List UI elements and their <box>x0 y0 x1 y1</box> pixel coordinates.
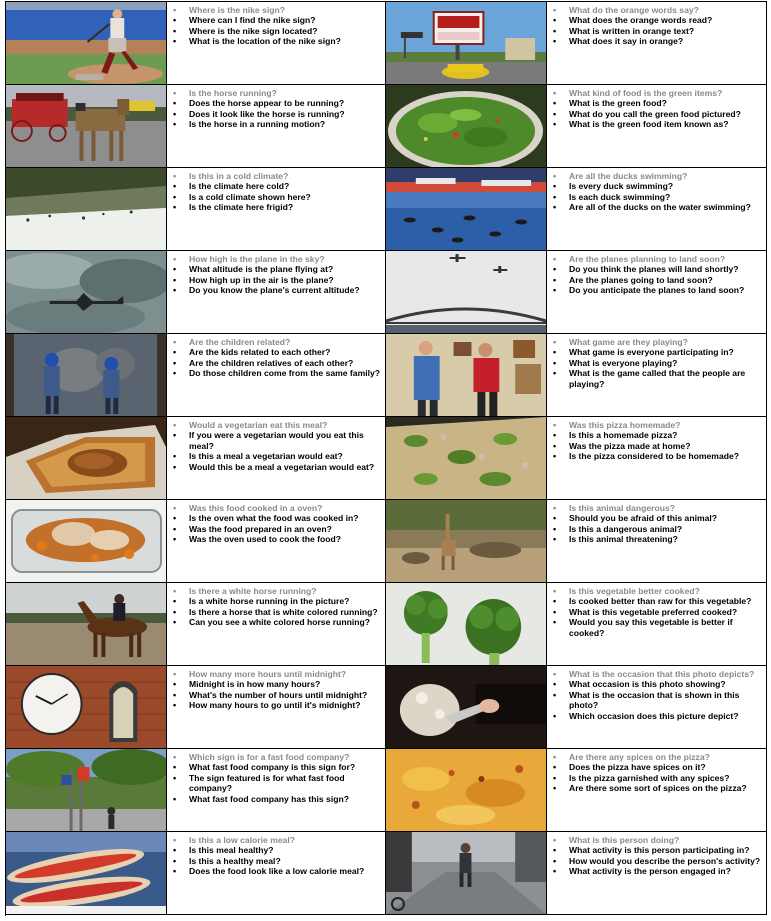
paraphrased-question: • Is a white horse running in the picture? <box>173 596 381 606</box>
question-list <box>167 251 385 333</box>
paraphrased-question: • Is this a meal a vegetarian would eat? <box>173 451 381 461</box>
original-question: • How high is the plane in the sky? <box>173 254 381 264</box>
paraphrased-question: • Midnight is in how many hours? <box>173 679 381 689</box>
vqa-paraphrase-grid <box>5 1 767 916</box>
paraphrased-question: • What altitude is the plane flying at? <box>173 264 381 274</box>
paraphrased-question: • Are there some sort of spices on the pizza? <box>553 783 762 793</box>
paraphrased-question: • Where can I find the nike sign? <box>173 15 381 25</box>
original-question: • Was this pizza homemade? <box>553 420 762 430</box>
clock-building-photo <box>6 666 167 748</box>
paraphrased-question: • Is every duck swimming? <box>553 181 762 191</box>
question-list <box>167 417 385 499</box>
vqa-cell <box>6 832 386 915</box>
paraphrased-question: • Does the horse appear to be running? <box>173 98 381 108</box>
original-question: • Are the planes planning to land soon? <box>553 254 762 264</box>
original-question: • Was this food cooked in a oven? <box>173 503 381 513</box>
question-list <box>547 2 766 84</box>
smillys-market-sign-photo <box>386 2 547 84</box>
original-question: • Would a vegetarian eat this meal? <box>173 420 381 430</box>
paraphrased-question: • Is a cold climate shown here? <box>173 192 381 202</box>
original-question: • Is this vegetable better cooked? <box>553 586 762 596</box>
ducks-water-photo <box>386 168 547 250</box>
vqa-cell <box>386 500 767 583</box>
question-list <box>547 583 766 665</box>
paraphrased-question: • Was the food prepared in an oven? <box>173 524 381 534</box>
original-question: • Where is the nike sign? <box>173 5 381 15</box>
paraphrased-question: • Does the food look like a low calorie meal? <box>173 866 381 876</box>
question-list <box>547 85 766 167</box>
paraphrased-question: • What's the number of hours until midnight? <box>173 690 381 700</box>
paraphrased-question: • Is there a horse that is white colored running? <box>173 607 381 617</box>
vqa-cell <box>6 85 386 168</box>
vqa-cell <box>6 583 386 666</box>
paraphrased-question: • What is the occasion that is shown in this photo? <box>553 690 762 711</box>
paraphrased-question: • Is this a dangerous animal? <box>553 524 762 534</box>
question-list <box>167 666 385 748</box>
paraphrased-question: • Are all of the ducks on the water swimming? <box>553 202 762 212</box>
original-question: • Is the horse running? <box>173 88 381 98</box>
original-question: • What do the orange words say? <box>553 5 762 15</box>
question-list <box>167 2 385 84</box>
paraphrased-question: • Is the pizza garnished with any spices? <box>553 773 762 783</box>
vqa-cell <box>386 583 767 666</box>
paraphrased-question: • What activity is this person participating in? <box>553 845 762 855</box>
original-question: • Are all the ducks swimming? <box>553 171 762 181</box>
original-question: • What kind of food is the green items? <box>553 88 762 98</box>
question-list <box>547 251 766 333</box>
horse-rider-photo <box>6 583 167 665</box>
paraphrased-question: • Was the oven used to cook the food? <box>173 534 381 544</box>
original-question: • Which sign is for a fast food company? <box>173 752 381 762</box>
paraphrased-question: • What is the green food? <box>553 98 762 108</box>
giraffe-enclosure-photo <box>386 500 547 582</box>
paraphrased-question: • How would you describe the person's activity? <box>553 856 762 866</box>
paraphrased-question: • Should you be afraid of this animal? <box>553 513 762 523</box>
paraphrased-question: • What does the orange words read? <box>553 15 762 25</box>
paraphrased-question: • Does the pizza have spices on it? <box>553 762 762 772</box>
original-question: • Is this a low calorie meal? <box>173 835 381 845</box>
paraphrased-question: • Do those children come from the same family? <box>173 368 381 378</box>
paraphrased-question: • Do you know the plane's current altitude? <box>173 285 381 295</box>
two-men-room-photo <box>386 334 547 416</box>
paraphrased-question: • Is this meal healthy? <box>173 845 381 855</box>
paraphrased-question: • What is the green food item known as? <box>553 119 762 129</box>
paraphrased-question: • Is cooked better than raw for this vegetable? <box>553 596 762 606</box>
paraphrased-question: • What do you call the green food pictured? <box>553 109 762 119</box>
paraphrased-question: • What fast food company is this sign for? <box>173 762 381 772</box>
paraphrased-question: • How high up in the air is the plane? <box>173 275 381 285</box>
paraphrased-question: • What activity is the person engaged in? <box>553 866 762 876</box>
question-list <box>547 500 766 582</box>
horse-carriage-photo <box>6 85 167 167</box>
paraphrased-question: • Does it look like the horse is running? <box>173 109 381 119</box>
paraphrased-question: • Is the oven what the food was cooked in? <box>173 513 381 523</box>
question-list <box>547 832 766 914</box>
question-list <box>167 749 385 831</box>
vqa-cell <box>6 666 386 749</box>
vqa-cell <box>386 168 767 251</box>
cheese-pizza-photo <box>386 749 547 831</box>
paraphrased-question: • What does it say in orange? <box>553 36 762 46</box>
paraphrased-question: • Is the climate here cold? <box>173 181 381 191</box>
vqa-cell <box>386 832 767 915</box>
question-list <box>167 334 385 416</box>
paraphrased-question: • What fast food company has this sign? <box>173 794 381 804</box>
vqa-cell <box>386 417 767 500</box>
paraphrased-question: • What is the game called that the people are playing? <box>553 368 762 389</box>
original-question: • Are there any spices on the pizza? <box>553 752 762 762</box>
vqa-cell <box>386 2 767 85</box>
baseball-batter-photo <box>6 2 167 84</box>
paraphrased-question: • Is the horse in a running motion? <box>173 119 381 129</box>
paraphrased-question: • Is this a healthy meal? <box>173 856 381 866</box>
paraphrased-question: • Are the kids related to each other? <box>173 347 381 357</box>
paraphrased-question: • Was the pizza made at home? <box>553 441 762 451</box>
question-list <box>167 168 385 250</box>
question-list <box>167 85 385 167</box>
paraphrased-question: • Are the children relatives of each other? <box>173 358 381 368</box>
original-question: • Is this animal dangerous? <box>553 503 762 513</box>
paraphrased-question: • What is this vegetable preferred cooked? <box>553 607 762 617</box>
green-salad-photo <box>386 85 547 167</box>
paraphrased-question: • Is the climate here frigid? <box>173 202 381 212</box>
paraphrased-question: • Where is the nike sign located? <box>173 26 381 36</box>
hotdog-photo <box>6 832 167 914</box>
question-list <box>547 417 766 499</box>
paraphrased-question: • Is the pizza considered to be homemade? <box>553 451 762 461</box>
snowy-field-photo <box>6 168 167 250</box>
broccoli-photo <box>386 583 547 665</box>
question-list <box>167 832 385 914</box>
paraphrased-question: • Is each duck swimming? <box>553 192 762 202</box>
paraphrased-question: • The sign featured is for what fast food company? <box>173 773 381 794</box>
pizza-broccoli-photo <box>386 417 547 499</box>
vqa-cell <box>6 251 386 334</box>
paraphrased-question: • What is written in orange text? <box>553 26 762 36</box>
paraphrased-question: • Do you anticipate the planes to land soon? <box>553 285 762 295</box>
bread-meal-photo <box>6 417 167 499</box>
question-list <box>167 583 385 665</box>
original-question: • What game are they playing? <box>553 337 762 347</box>
paraphrased-question: • Can you see a white colored horse running? <box>173 617 381 627</box>
vqa-cell <box>6 334 386 417</box>
vqa-cell <box>6 2 386 85</box>
vqa-cell <box>386 749 767 832</box>
paraphrased-question: • Is this a homemade pizza? <box>553 430 762 440</box>
planes-bridge-photo <box>386 251 547 333</box>
paraphrased-question: • What is the location of the nike sign? <box>173 36 381 46</box>
paraphrased-question: • What occasion is this photo showing? <box>553 679 762 689</box>
original-question: • What is the occasion that this photo depicts? <box>553 669 762 679</box>
question-list <box>547 666 766 748</box>
plane-sky-photo <box>6 251 167 333</box>
original-question: • Is this in a cold climate? <box>173 171 381 181</box>
paraphrased-question: • Is this animal threatening? <box>553 534 762 544</box>
question-list <box>167 500 385 582</box>
paraphrased-question: • If you were a vegetarian would you eat this meal? <box>173 430 381 451</box>
vqa-cell <box>6 417 386 500</box>
question-list <box>547 168 766 250</box>
question-list <box>547 749 766 831</box>
paraphrased-question: • Which occasion does this picture depict? <box>553 711 762 721</box>
vqa-cell <box>386 85 767 168</box>
paraphrased-question: • What game is everyone participating in? <box>553 347 762 357</box>
vqa-cell <box>386 334 767 417</box>
paraphrased-question: • How many hours to go until it's midnight? <box>173 700 381 710</box>
paraphrased-question: • What is everyone playing? <box>553 358 762 368</box>
paraphrased-question: • Do you think the planes will land shortly? <box>553 264 762 274</box>
vqa-cell <box>386 251 767 334</box>
paraphrased-question: • Would you say this vegetable is better if cooked? <box>553 617 762 638</box>
vqa-cell <box>6 749 386 832</box>
paraphrased-question: • Would this be a meal a vegetarian would eat? <box>173 462 381 472</box>
roast-dish-photo <box>6 500 167 582</box>
children-elephant-photo <box>6 334 167 416</box>
person-walking-photo <box>386 832 547 914</box>
vqa-cell <box>386 666 767 749</box>
paraphrased-question: • Are the planes going to land soon? <box>553 275 762 285</box>
original-question: • Is there a white horse running? <box>173 586 381 596</box>
vqa-cell <box>6 500 386 583</box>
original-question: • What is this person doing? <box>553 835 762 845</box>
cake-cutting-photo <box>386 666 547 748</box>
vqa-cell <box>6 168 386 251</box>
question-list <box>547 334 766 416</box>
original-question: • How many more hours until midnight? <box>173 669 381 679</box>
street-signs-photo <box>6 749 167 831</box>
original-question: • Are the children related? <box>173 337 381 347</box>
